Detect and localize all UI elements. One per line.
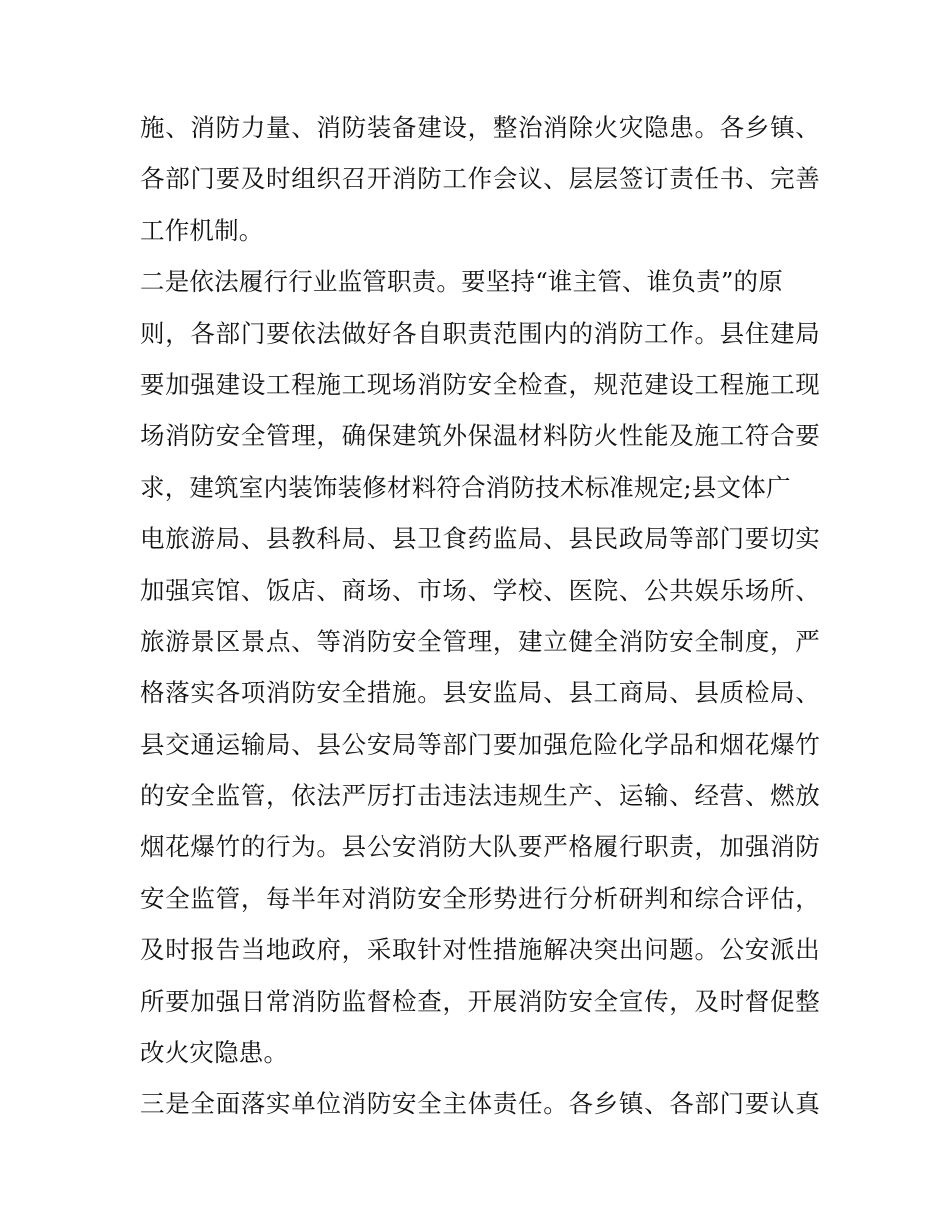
text-line: 要加强建设工程施工现场消防安全检查，规范建设工程施工现	[140, 369, 820, 399]
text-line: 及时报告当地政府，采取针对性措施解决突出问题。公安派出	[140, 935, 820, 965]
paragraph-2	[140, 256, 820, 1078]
text-line: 旅游景区景点、等消防安全管理，建立健全消防安全制度，严	[140, 626, 820, 656]
text-line: 加强宾馆、饭店、商场、市场、学校、医院、公共娱乐场所、	[140, 575, 820, 605]
text-line: 施、消防力量、消防装备建设，整治消除火灾隐患。各乡镇、	[140, 113, 820, 142]
text-line: 县交通运输局、县公安局等部门要加强危险化学品和烟花爆竹	[140, 729, 820, 759]
text-line: 则，各部门要依法做好各自职责范围内的消防工作。县住建局	[140, 318, 820, 348]
text-line: 求，建筑室内装饰装修材料符合消防技术标准规定;县文体广	[140, 472, 791, 502]
document-body	[140, 102, 820, 1130]
text-line: 安全监管，每半年对消防安全形势进行分析研判和综合评估，	[140, 883, 820, 913]
text-line: 二是依法履行行业监管职责。要坚持“谁主管、谁负责”的原	[140, 267, 783, 297]
text-line: 场消防安全管理，确保建筑外保温材料防火性能及施工符合要	[140, 421, 820, 451]
text-line: 烟花爆竹的行为。县公安消防大队要严格履行职责，加强消防	[140, 832, 820, 862]
text-line: 所要加强日常消防监督检查，开展消防安全宣传，及时督促整	[140, 986, 820, 1016]
text-line: 的安全监管，依法严厉打击违法违规生产、运输、经营、燃放	[140, 781, 820, 811]
text-line: 格落实各项消防安全措施。县安监局、县工商局、县质检局、	[140, 678, 820, 708]
text-line: 工作机制。	[140, 215, 264, 245]
text-line: 各部门要及时组织召开消防工作会议、层层签订责任书、完善	[140, 164, 820, 194]
paragraph-3	[140, 1078, 820, 1129]
paragraph-1	[140, 102, 820, 256]
text-line: 电旅游局、县教科局、县卫食药监局、县民政局等部门要切实	[140, 524, 820, 554]
text-line: 三是全面落实单位消防安全主体责任。各乡镇、各部门要认真	[140, 1089, 820, 1119]
text-line: 改火灾隐患。	[140, 1038, 289, 1068]
